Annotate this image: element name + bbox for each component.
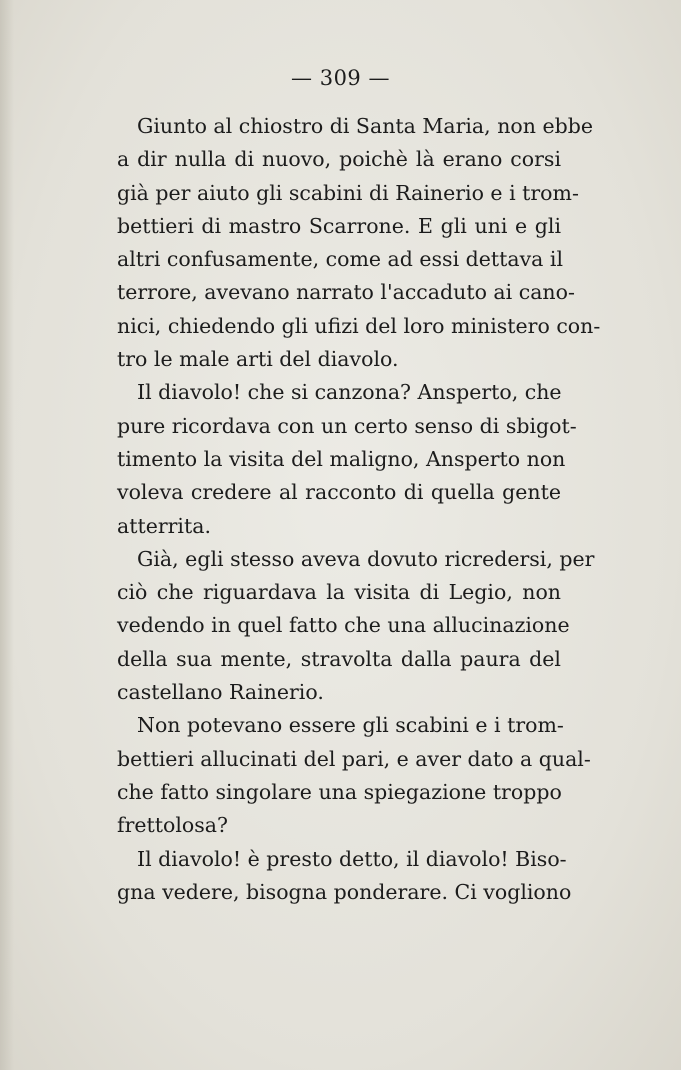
- text-line: già per aiuto gli scabini di Rainerio e i trom-: [117, 180, 579, 205]
- text-line: Giunto al chiostro di Santa Maria, non ebbe: [137, 114, 593, 138]
- page-binding-shadow: [0, 0, 14, 1070]
- text-line: a dir nulla di nuovo, poichè là erano corsi: [117, 147, 561, 172]
- text-line: che fatto singolare una spiegazione troppo: [117, 779, 562, 804]
- text-line: vedendo in quel fatto che una allucinazione: [117, 613, 570, 638]
- text-line: ciò che riguardava la visita di Legio, non: [117, 580, 561, 605]
- text-line: della sua mente, stravolta dalla paura del: [117, 646, 561, 671]
- paragraph-1: [117, 110, 601, 376]
- text-line: Il diavolo! è presto detto, il diavolo! Biso-: [137, 846, 567, 871]
- text-line: voleva credere al racconto di quella gente: [117, 480, 561, 505]
- text-line: atterrita.: [117, 513, 211, 538]
- body-text: [117, 110, 601, 909]
- text-line: Non potevano essere gli scabini e i trom-: [137, 713, 564, 738]
- text-line: nici, chiedendo gli ufizi del loro ministero con-: [117, 313, 601, 338]
- page-number: — 309 —: [291, 66, 390, 90]
- paragraph-5: [117, 843, 572, 910]
- text-line: bettieri allucinati del pari, e aver dato a qual-: [117, 746, 591, 771]
- text-line: castellano Rainerio.: [117, 680, 324, 705]
- text-line: Il diavolo! che si canzona? Ansperto, che: [137, 380, 562, 405]
- paragraph-3: [117, 543, 595, 709]
- text-line: bettieri di mastro Scarrone. E gli uni e gli: [117, 213, 561, 238]
- paragraph-2: [117, 376, 577, 542]
- text-line: pure ricordava con un certo senso di sbigot-: [117, 413, 577, 438]
- text-line: altri confusamente, come ad essi dettava il: [117, 247, 564, 272]
- text-line: gna vedere, bisogna ponderare. Ci vogliono: [117, 879, 572, 904]
- text-line: terrore, avevano narrato l'accaduto ai cano-: [117, 280, 575, 305]
- paragraph-4: [117, 709, 591, 842]
- text-line: frettolosa?: [117, 813, 228, 838]
- text-line: tro le male arti del diavolo.: [117, 347, 399, 372]
- text-line: Già, egli stesso aveva dovuto ricredersi, per: [137, 546, 595, 571]
- text-line: timento la visita del maligno, Ansperto non: [117, 446, 566, 471]
